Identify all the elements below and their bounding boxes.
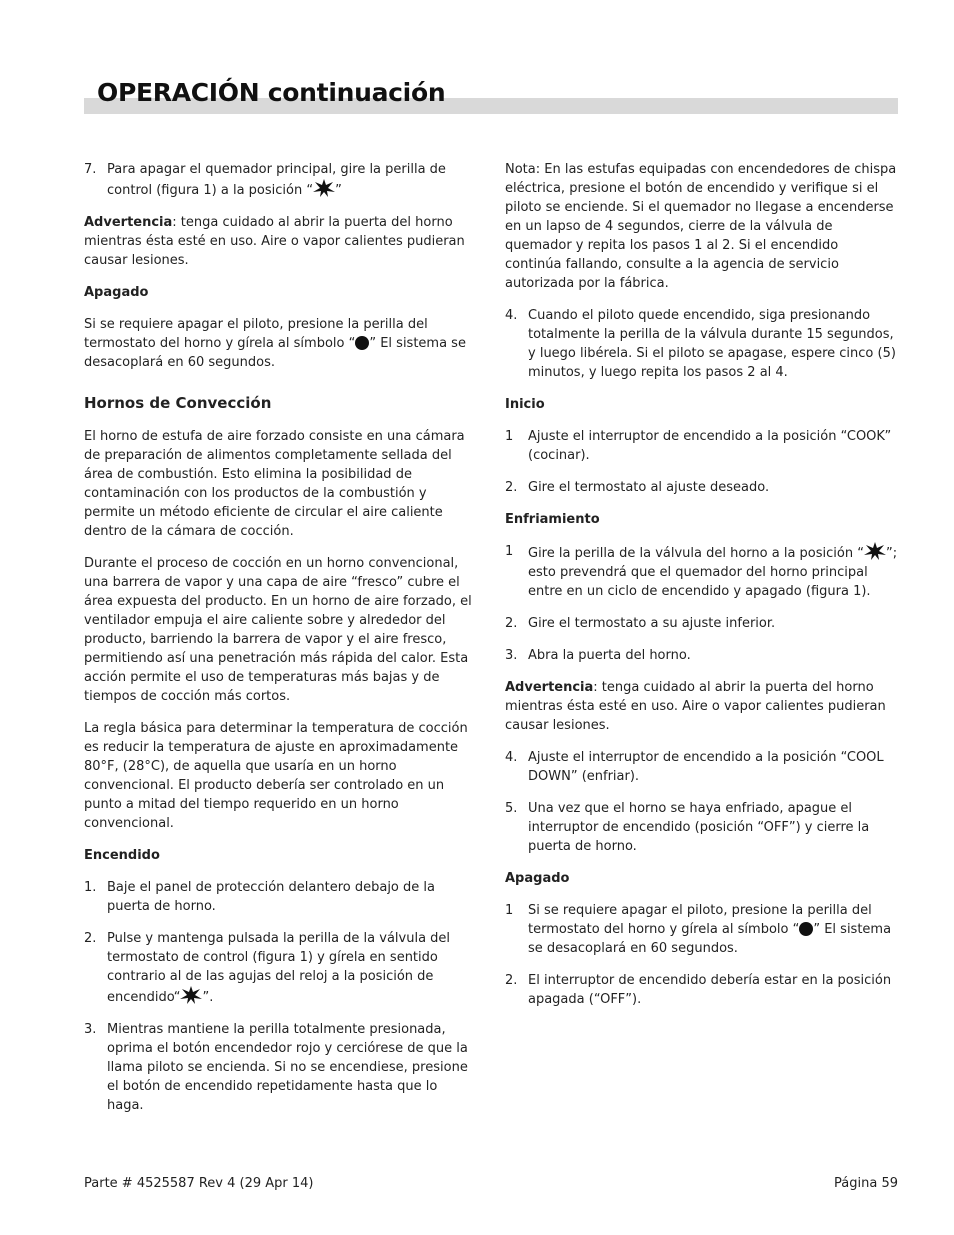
subheading-encendido: Encendido (84, 848, 160, 863)
list-item: 4. Ajuste el interruptor de encendido a la posición “COOL DOWN” (enfriar). (505, 750, 884, 784)
left-column (84, 160, 476, 1128)
item-number: 3. (84, 1022, 97, 1037)
paragraph: La regla básica para determinar la temperatura de cocción es reducir la temperatura de ajuste en aproximadamente 80°F, (28°C), de aquella que usaría en un horno convencional. El producto debería ser controlado en un punto a mitad del tiempo requerido en un horno convencional. (84, 721, 468, 831)
item-number: 1 (505, 429, 514, 444)
footer-page-number: Página 59 (834, 1176, 898, 1191)
item-number: 1. (84, 880, 97, 895)
right-column (505, 160, 898, 1022)
item-number: 2. (505, 973, 518, 988)
page-title: OPERACIÓN continuación (97, 78, 446, 107)
item-number: 1 (505, 544, 514, 559)
item-number: 4. (505, 750, 518, 765)
flame-star-icon (180, 986, 202, 1004)
subheading-inicio: Inicio (505, 397, 545, 412)
item-number: 4. (505, 308, 518, 323)
item-number: 2. (84, 931, 97, 946)
filled-circle-icon (799, 922, 813, 936)
list-item: 2. Gire el termostato al ajuste deseado. (505, 480, 770, 495)
warning-paragraph: Advertencia: tenga cuidado al abrir la puerta del horno mientras ésta esté en uso. Aire o vapor calientes pudieran causar lesiones. (84, 215, 465, 268)
paragraph: Durante el proceso de cocción en un horno convencional, una barrera de vapor y una capa de aire “fresco” cubre el área expuesta del producto. En un horno de aire forzado, el ventilador empuja el aire caliente sobre y alrededor del producto, barriendo la barrera de vapor y el aire fresco, permitiendo así una penetración más rápida del calor. Esta acción permite el uso de temperaturas más bajas y de tiempos de cocción más cortos. (84, 556, 472, 704)
item-number: 5. (505, 801, 518, 816)
list-item: 1. Baje el panel de protección delantero debajo de la puerta de horno. (84, 880, 435, 914)
item-number: 1 (505, 903, 514, 918)
flame-star-icon (864, 542, 886, 560)
subheading-apagado: Apagado (84, 285, 149, 300)
paragraph: Si se requiere apagar el piloto, presione la perilla del termostato del horno y gírela al símbolo “ ” El sistema se desacoplará en 60 segundos. (84, 317, 466, 370)
subheading-apagado: Apagado (505, 871, 570, 886)
list-item: 2. El interruptor de encendido debería estar en la posición apagada (“OFF”). (505, 973, 892, 1007)
item-number: 2. (505, 616, 518, 631)
list-item: 5. Una vez que el horno se haya enfriado, apague el interruptor de encendido (posición “OFF”) y cierre la puerta de horno. (505, 801, 870, 854)
list-item: 2. Gire el termostato a su ajuste inferior. (505, 616, 776, 631)
list-item: 1 Si se requiere apagar el piloto, presione la perilla del termostato del horno y gírela al símbolo “ ” El sistema se desacoplará en 60 segundos. (505, 903, 892, 956)
list-item: 1 Ajuste el interruptor de encendido a la posición “COOK” (cocinar). (505, 429, 892, 463)
list-item: 3. Abra la puerta del horno. (505, 648, 691, 663)
filled-circle-icon (355, 336, 369, 350)
item-number: 7. (84, 162, 97, 177)
list-item: 1 Gire la perilla de la válvula del horno a la posición “ ”; esto prevendrá que el quemador del horno principal entre en un ciclo de encendido y apagado (figura 1). (505, 544, 898, 599)
flame-star-icon (313, 179, 335, 197)
item-number: 3. (505, 648, 518, 663)
footer-part-number: Parte # 4525587 Rev 4 (29 Apr 14) (84, 1176, 314, 1191)
list-item: 7. Para apagar el quemador principal, gire la perilla de control (figura 1) a la posición “ ” (84, 162, 446, 198)
subheading-enfriamiento: Enfriamiento (505, 512, 600, 527)
section-heading: Hornos de Convección (84, 394, 272, 412)
warning-paragraph: Advertencia: tenga cuidado al abrir la puerta del horno mientras ésta esté en uso. Aire o vapor calientes pudieran causar lesiones. (505, 680, 886, 733)
list-item: 3. Mientras mantiene la perilla totalmente presionada, oprima el botón encendedor rojo y cerciórese de que la llama piloto se encienda. Si no se encendiese, presione el botón de encendido repetidamente hasta que lo haga. (84, 1022, 468, 1113)
list-item: 4. Cuando el piloto quede encendido, siga presionando totalmente la perilla de la válvula durante 15 segundos, y luego libérela. Si el piloto se apagase, espere cinco (5) minutos, y luego repita los pasos 2 al 4. (505, 308, 896, 380)
list-item: 2. Pulse y mantenga pulsada la perilla de la válvula del termostato de control (figura 1) y gírela en sentido contrario al de las agujas del reloj a la posición de encendido“ ”. (84, 931, 451, 1005)
item-number: 2. (505, 480, 518, 495)
note-paragraph: Nota: En las estufas equipadas con encendedores de chispa eléctrica, presione el botón de encendido y verifique si el piloto se enciende. Si el quemador no llegase a encenderse en un lapso de 4 segundos, cierre de la válvula de quemador y repita los pasos 1 al 2. Si el encendido continúa fallando, consulte a la agencia de servicio autorizada por la fábrica. (505, 162, 897, 291)
paragraph: El horno de estufa de aire forzado consiste en una cámara de preparación de alimentos completamente sellada del área de combustión. Esto elimina la posibilidad de contaminación con los productos de la combustión y permite un método eficiente de circular el aire caliente dentro de la cámara de cocción. (84, 429, 465, 539)
